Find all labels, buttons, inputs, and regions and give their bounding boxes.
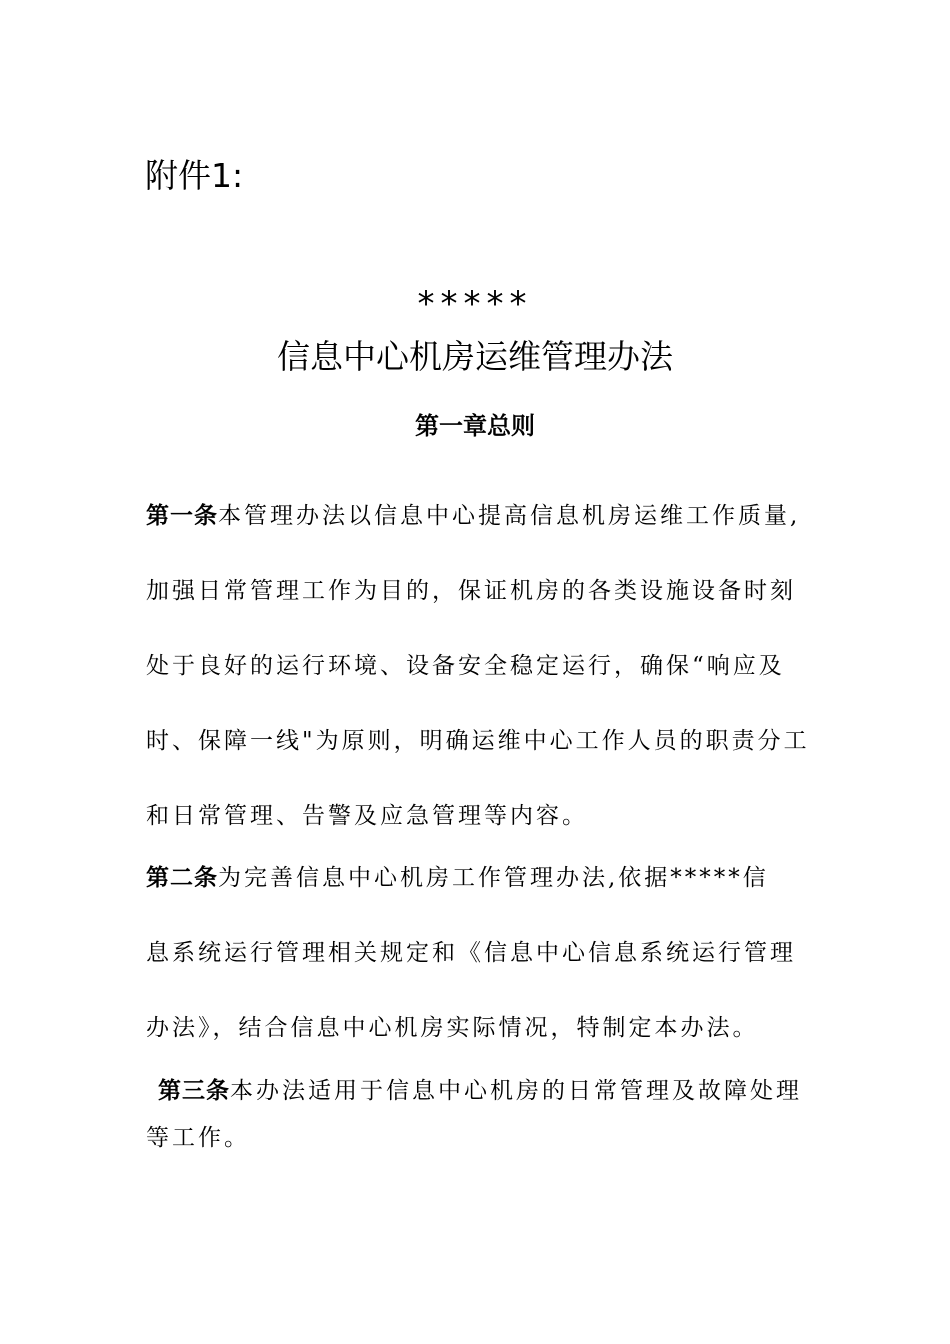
article-2-line-1 <box>146 861 769 895</box>
organization-placeholder: ***** <box>417 284 533 324</box>
article-1-line-3: 处于良好的运行环境、设备安全稳定运行，确保“响应及 <box>146 653 785 679</box>
article-1-line-2: 加强日常管理工作为目的，保证机房的各类设施设备时刻 <box>146 578 796 604</box>
article-3-label: 第三条 <box>158 1078 230 1104</box>
document-title: 信息中心机房运维管理办法 <box>277 337 673 376</box>
article-3-line-1 <box>158 1074 802 1108</box>
article-1-line-1 <box>146 499 800 533</box>
article-1-label: 第一条 <box>146 503 218 529</box>
article-3-line-2: 等工作。 <box>146 1125 250 1151</box>
article-1-text: 本管理办法以信息中心提高信息机房运维工作质量, <box>218 503 801 529</box>
chapter-heading: 第一章总则 <box>415 412 535 440</box>
article-2-text: 为完善信息中心机房工作管理办法,依据*****信 <box>218 865 769 891</box>
article-1-line-4: 时、保障一线"为原则，明确运维中心工作人员的职责分工 <box>146 728 810 754</box>
article-2-line-2: 息系统运行管理相关规定和《信息中心信息系统运行管理 <box>146 940 796 966</box>
article-3-text: 本办法适用于信息中心机房的日常管理及故障处理 <box>230 1078 802 1104</box>
article-2-line-3: 办法》，结合信息中心机房实际情况，特制定本办法。 <box>146 1015 759 1041</box>
article-2-label: 第二条 <box>146 865 218 891</box>
article-1-line-5: 和日常管理、告警及应急管理等内容。 <box>146 803 588 829</box>
attachment-label: 附件1: <box>145 156 244 195</box>
